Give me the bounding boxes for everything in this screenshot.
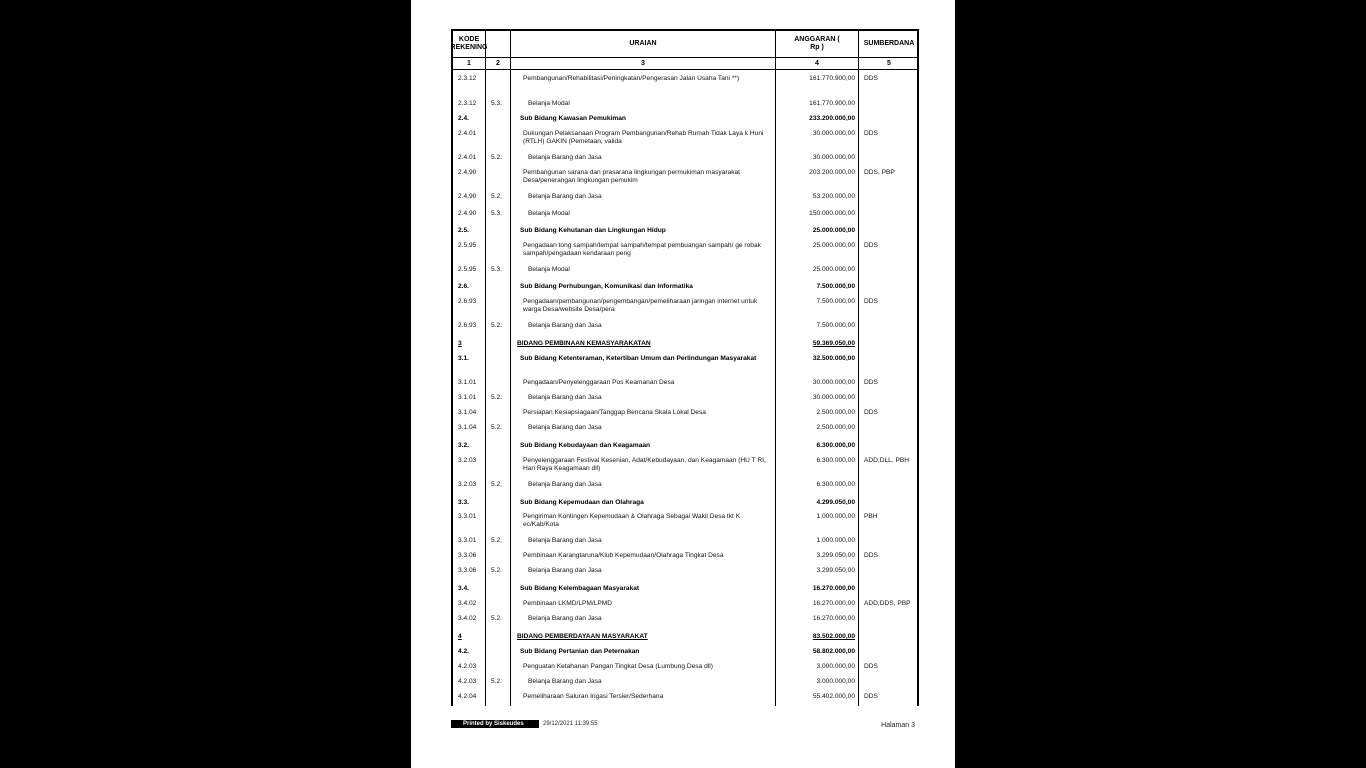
anggaran-cell: 161.770.900,00 (809, 75, 855, 82)
uraian-cell: BIDANG PEMBERDAYAAN MASYARAKAT (517, 633, 648, 640)
anggaran-cell: 6.300.000,00 (816, 481, 855, 488)
uraian-cell: BIDANG PEMBINAAN KEMASYARAKATAN (517, 340, 651, 347)
uraian-cell: Penyelenggaraan Festival Kesenian, Adat/Kebudayaan, dan Keagamaan (HU T RI, Hari Raya Keagamaan dll) (523, 457, 768, 472)
col-number: 3 (641, 60, 645, 67)
kode-rekening-cell: 3.2.03 (458, 481, 477, 488)
kode-belanja-cell: 5.3. (491, 266, 502, 273)
uraian-cell: Belanja Barang dan Jasa (528, 537, 602, 544)
anggaran-cell: 6.300.000,00 (816, 457, 855, 464)
column-number-rule (453, 69, 917, 70)
sumberdana-cell: DDS, PBP (864, 169, 895, 176)
kode-rekening-cell: 3.1. (458, 355, 469, 362)
anggaran-cell: 161.770.900,00 (809, 100, 855, 107)
uraian-cell: Belanja Barang dan Jasa (528, 424, 602, 431)
kode-rekening-cell: 4 (458, 633, 462, 640)
page-footer (451, 720, 919, 732)
anggaran-cell: 2.500.000,00 (816, 424, 855, 431)
anggaran-cell: 53.200.000,00 (812, 193, 855, 200)
anggaran-cell: 25.000.000,00 (812, 242, 855, 249)
uraian-cell: Persiapan Kesiapsiagaan/Tanggap Bencana Skala Lokal Desa (523, 409, 706, 416)
uraian-cell: Pembinaan Karangtaruna/Klub Kepemudaan/Olahraga Tingkat Desa (523, 552, 724, 559)
sumberdana-cell: ADD,DLL, PBH (864, 457, 910, 464)
kode-belanja-cell: 5.2. (491, 615, 502, 622)
anggaran-cell: 58.802.000,00 (812, 648, 855, 655)
sumberdana-cell: DDS (864, 663, 878, 670)
uraian-cell: Belanja Barang dan Jasa (528, 394, 602, 401)
anggaran-cell: 3.000.000,00 (816, 663, 855, 670)
sumberdana-cell: PBH (864, 513, 878, 520)
uraian-cell: Sub Bidang Kehutanan dan Lingkungan Hidup (520, 227, 666, 234)
uraian-cell: Penguatan Ketahanan Pangan Tingkat Desa (Lumbung Desa dll) (523, 663, 713, 670)
anggaran-cell: 150.000.000,00 (809, 210, 855, 217)
anggaran-cell: 25.000.000,00 (812, 266, 855, 273)
kode-rekening-cell: 2.5.95 (458, 242, 477, 249)
header-sumberdana: SUMBERDANA (863, 40, 915, 47)
budget-table (451, 29, 919, 706)
col-number: 4 (815, 60, 819, 67)
kode-rekening-cell: 2.4.90 (458, 210, 477, 217)
uraian-cell: Pembangunan sarana dan prasarana lingkungan permukiman masyarakat Desa/penerangan lingkungan pemukim (523, 169, 742, 184)
uraian-cell: Pengadaan/Penyelenggaraan Pos Keamanan Desa (523, 379, 675, 386)
kode-belanja-cell: 5.3. (491, 100, 502, 107)
kode-rekening-cell: 3.4.02 (458, 600, 477, 607)
kode-rekening-cell: 2.6.93 (458, 298, 477, 305)
anggaran-cell: 7.500.000,00 (816, 298, 855, 305)
kode-belanja-cell: 5.2. (491, 322, 502, 329)
kode-rekening-cell: 3.1.04 (458, 424, 477, 431)
header-rule (453, 57, 917, 58)
uraian-cell: Pengiriman Kontingen Kepemudaan & Olahraga Sebagai Wakil Desa tkt K ec/Kab/Kota (523, 513, 742, 528)
uraian-cell: Dukungan Pelaksanaan Program Pembangunan/Rehab Rumah Tidak Laya k Huni (RTLH) GAKIN (Pemetaan, valida (523, 130, 766, 145)
anggaran-cell: 59.369.050,00 (812, 340, 855, 347)
sumberdana-cell: DDS (864, 298, 878, 305)
header-anggaran: ANGGARAN ( Rp ) (794, 36, 840, 51)
uraian-cell: Sub Bidang Ketenteraman, Ketertiban Umum dan Perlindungan Masyarakat (520, 355, 757, 362)
anggaran-cell: 25.000.000,00 (812, 227, 855, 234)
header-uraian: URAIAN (629, 40, 657, 47)
kode-rekening-cell: 4.2.03 (458, 663, 477, 670)
uraian-cell: Pemeliharaan Saluran Irigasi Tersier/Sederhana (523, 693, 664, 700)
kode-rekening-cell: 3 (458, 340, 462, 347)
sumberdana-cell: DDS (864, 379, 878, 386)
print-timestamp: 29/12/2021 11:39:55 (543, 721, 598, 727)
anggaran-cell: 7.500.000,00 (816, 322, 855, 329)
anggaran-cell: 16.270.000,00 (812, 615, 855, 622)
uraian-cell: Belanja Barang dan Jasa (528, 481, 602, 488)
col-divider (510, 31, 511, 706)
anggaran-cell: 6.300.000,00 (816, 442, 855, 449)
uraian-cell: Belanja Barang dan Jasa (528, 193, 602, 200)
kode-rekening-cell: 4.2.03 (458, 678, 477, 685)
anggaran-cell: 233.200.000,00 (809, 115, 855, 122)
kode-belanja-cell: 5.3. (491, 210, 502, 217)
kode-rekening-cell: 2.6. (458, 283, 469, 290)
kode-belanja-cell: 5.2. (491, 481, 502, 488)
uraian-cell: Sub Bidang Kawasan Pemukiman (520, 115, 626, 122)
col-divider (858, 31, 859, 706)
sumberdana-cell: ADD,DDS, PBP (864, 600, 911, 607)
kode-rekening-cell: 2.3.12 (458, 100, 477, 107)
anggaran-cell: 32.500.000,00 (812, 355, 855, 362)
uraian-cell: Sub Bidang Kepemudaan dan Olahraga (520, 499, 644, 506)
kode-rekening-cell: 2.4.90 (458, 193, 477, 200)
uraian-cell: Belanja Modal (528, 266, 570, 273)
kode-rekening-cell: 4.2.04 (458, 693, 477, 700)
anggaran-cell: 7.500.000,00 (816, 283, 855, 290)
kode-rekening-cell: 3.2. (458, 442, 469, 449)
kode-rekening-cell: 3.4. (458, 585, 469, 592)
anggaran-cell: 30.000.000,00 (812, 130, 855, 137)
anggaran-cell: 3.299.050,00 (816, 567, 855, 574)
anggaran-cell: 30.000.000,00 (812, 394, 855, 401)
kode-belanja-cell: 5.2. (491, 154, 502, 161)
kode-rekening-cell: 3.1.04 (458, 409, 477, 416)
uraian-cell: Pembangunan/Rehabilitasi/Peningkatan/Pengerasan Jalan Usaha Tani **) (523, 75, 740, 82)
uraian-cell: Belanja Barang dan Jasa (528, 567, 602, 574)
anggaran-cell: 55.402.000,00 (812, 693, 855, 700)
kode-rekening-cell: 2.3.12 (458, 75, 477, 82)
col-number: 5 (887, 60, 891, 67)
col-number: 2 (496, 60, 500, 67)
sumberdana-cell: DDS (864, 693, 878, 700)
kode-rekening-cell: 3.3.06 (458, 567, 477, 574)
anggaran-cell: 83.502.000,00 (812, 633, 855, 640)
kode-rekening-cell: 3.4.02 (458, 615, 477, 622)
anggaran-cell: 2.500.000,00 (816, 409, 855, 416)
uraian-cell: Belanja Modal (528, 210, 570, 217)
uraian-cell: Sub Bidang Kelembagaan Masyarakat (520, 585, 640, 592)
kode-belanja-cell: 5.2. (491, 537, 502, 544)
kode-belanja-cell: 5.2. (491, 424, 502, 431)
anggaran-cell: 1.000.000,00 (816, 537, 855, 544)
uraian-cell: Belanja Modal (528, 100, 570, 107)
kode-rekening-cell: 2.6.93 (458, 322, 477, 329)
kode-rekening-cell: 3.3. (458, 499, 469, 506)
printed-by-label: Printed by Siskeudes (451, 720, 539, 728)
sumberdana-cell: DDS (864, 409, 878, 416)
kode-belanja-cell: 5.2. (491, 394, 502, 401)
sumberdana-cell: DDS (864, 242, 878, 249)
kode-rekening-cell: 2.4.90 (458, 169, 477, 176)
uraian-cell: Sub Bidang Kebudayaan dan Keagamaan (520, 442, 651, 449)
anggaran-cell: 3.299.050,00 (816, 552, 855, 559)
anggaran-cell: 30.000.000,00 (812, 379, 855, 386)
table-header (450, 31, 917, 57)
col-number: 1 (467, 60, 471, 67)
anggaran-cell: 203.200.000,00 (809, 169, 855, 176)
kode-belanja-cell: 5.2. (491, 678, 502, 685)
kode-rekening-cell: 3.3.01 (458, 537, 477, 544)
uraian-cell: Belanja Barang dan Jasa (528, 322, 602, 329)
kode-rekening-cell: 4.2. (458, 648, 469, 655)
kode-rekening-cell: 3.1.01 (458, 394, 477, 401)
kode-rekening-cell: 2.4. (458, 115, 469, 122)
kode-belanja-cell: 5.2. (491, 193, 502, 200)
kode-belanja-cell: 5.2. (491, 567, 502, 574)
kode-rekening-cell: 2.4.01 (458, 154, 477, 161)
document-page (411, 0, 955, 768)
sumberdana-cell: DDS (864, 552, 878, 559)
uraian-cell: Sub Bidang Perhubungan, Komunikasi dan Informatika (520, 283, 693, 290)
page-number: Halaman 3 (881, 722, 915, 729)
header-kode-rekening: KODE REKENING (450, 36, 488, 51)
anggaran-cell: 4.299.050,00 (816, 499, 855, 506)
uraian-cell: Pembinaan LKMD/LPM/LPMD (523, 600, 613, 607)
kode-rekening-cell: 2.4.01 (458, 130, 477, 137)
anggaran-cell: 1.000.000,00 (816, 513, 855, 520)
kode-rekening-cell: 3.3.06 (458, 552, 477, 559)
anggaran-cell: 30.000.000,00 (812, 154, 855, 161)
uraian-cell: Sub Bidang Pertanian dan Peternakan (520, 648, 640, 655)
kode-rekening-cell: 2.5. (458, 227, 469, 234)
uraian-cell: Belanja Barang dan Jasa (528, 678, 602, 685)
anggaran-cell: 16.270.000,00 (812, 600, 855, 607)
sumberdana-cell: DDS (864, 75, 878, 82)
anggaran-cell: 16.270.000,00 (812, 585, 855, 592)
kode-rekening-cell: 3.3.01 (458, 513, 477, 520)
kode-rekening-cell: 3.1.01 (458, 379, 477, 386)
uraian-cell: Pengadaan tong sampah/tempat sampah/tempat pembuangan sampah/ ge robak sampah/pengadaan kendaraan peng (523, 242, 763, 257)
uraian-cell: Belanja Barang dan Jasa (528, 615, 602, 622)
anggaran-cell: 3.000.000,00 (816, 678, 855, 685)
kode-rekening-cell: 2.5.95 (458, 266, 477, 273)
kode-rekening-cell: 3.2.03 (458, 457, 477, 464)
sumberdana-cell: DDS (864, 130, 878, 137)
uraian-cell: Belanja Barang dan Jasa (528, 154, 602, 161)
uraian-cell: Pengadaan/pembangunan/pengembangan/pemeliharaan jaringan internet untuk warga Desa/website Desa/pera (523, 298, 760, 313)
